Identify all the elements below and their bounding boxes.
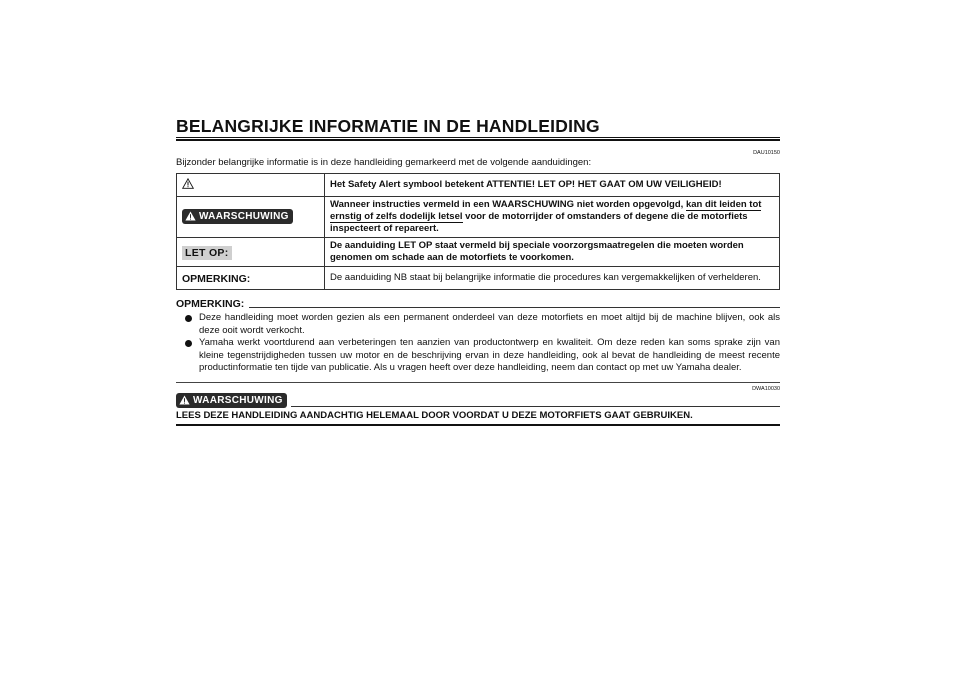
warning-triangle-icon (185, 211, 196, 221)
list-item-text: Yamaha werkt voortdurend aan verbeteringen ten aanzien van productontwerp en kwaliteit. Om deze reden kan soms sprake zijn van kleine tegenstrijdigheden tussen uw motor en de beschrijving ervan in deze handleiding, ook al bevat de handleiding de meest recente productinformatie ten tijde van publicatie. Als u vragen heeft over deze handleiding, neem dan contact op met uw Yamaha dealer. (199, 337, 780, 374)
warning-description-part: Wanneer instructies vermeld in een WAARSCHUWING niet worden opgevolgd, (330, 199, 686, 210)
section-code: DAU10150 (753, 150, 780, 156)
warning-badge (182, 209, 293, 224)
warning-badge-label: WAARSCHUWING (199, 210, 289, 222)
safety-alert-description: Het Safety Alert symbool betekent ATTENTIE! LET OP! HET GAAT OM UW VEILIGHEID! (325, 174, 780, 197)
list-item-text: Deze handleiding moet worden gezien als een permanent onderdeel van deze motorfiets en moet altijd bij de machine blijven, ook als deze ooit wordt verkocht. (199, 312, 780, 336)
warning-triangle-outline-icon (182, 176, 194, 193)
table-row (177, 174, 780, 197)
warning-heading (176, 393, 780, 408)
note-description: De aanduiding NB staat bij belangrijke informatie die procedures kan vergemakkelijken of verhelderen. (325, 267, 780, 290)
note-label-cell (177, 267, 325, 290)
warning-text: LEES DEZE HANDLEIDING AANDACHTIG HELEMAAL DOOR VOORDAT U DEZE MOTORFIETS GAAT GEBRUIKEN. (176, 410, 780, 426)
warning-heading-rule (291, 406, 780, 407)
manual-page (176, 116, 780, 426)
list-item (176, 337, 780, 375)
notice-description: De aanduiding LET OP staat vermeld bij speciale voorzorgsmaatregelen die moeten worden genomen om schade aan de motorfiets te voorkomen. (325, 238, 780, 267)
title-rule (176, 137, 780, 141)
warning-label-cell (177, 197, 325, 238)
note-heading-label: OPMERKING: (176, 298, 245, 310)
warning-badge (176, 393, 287, 408)
table-row (177, 238, 780, 267)
notice-label-cell (177, 238, 325, 267)
warning-triangle-icon (179, 395, 190, 405)
note-heading (176, 298, 780, 310)
note-end-rule (176, 382, 780, 383)
warning-description-underlined: kan dit leiden tot ernstig of zelfs dodelijk letsel (330, 199, 762, 222)
warning-code: DWA10030 (752, 385, 780, 392)
note-label: OPMERKING: (182, 273, 251, 285)
page-title: BELANGRIJKE INFORMATIE IN DE HANDLEIDING (176, 116, 600, 136)
bullet-icon (185, 315, 192, 322)
warning-description (325, 197, 780, 238)
table-row (177, 197, 780, 238)
warning-badge-label: WAARSCHUWING (193, 394, 283, 406)
warning-description-rest: voor de motorrijder of omstanders of degene die de motorfiets inspecteert of repareert. (330, 211, 748, 234)
bullet-icon (185, 340, 192, 347)
note-heading-rule (249, 307, 780, 308)
intro-text: Bijzonder belangrijke informatie is in deze handleiding gemarkeerd met de volgende aanduidingen: (176, 157, 592, 168)
table-row (177, 267, 780, 290)
notice-badge: LET OP: (182, 246, 232, 260)
list-item (176, 312, 780, 337)
signal-words-table (176, 173, 780, 290)
safety-alert-cell (177, 174, 325, 197)
note-list (176, 312, 780, 375)
